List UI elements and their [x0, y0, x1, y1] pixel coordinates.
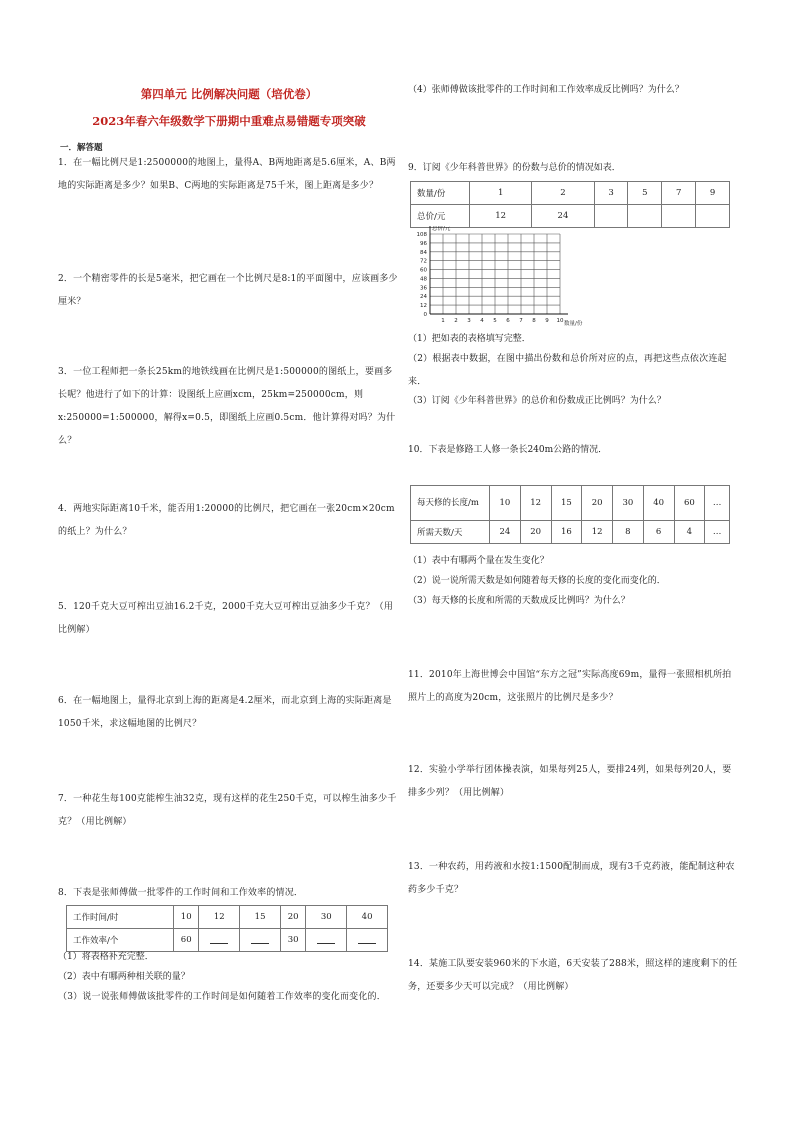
question-1: 1．在一幅比例尺是1:2500000的地图上，量得A、B两地距离是5.6厘米，A、B两地的实际距离是多少？如果B、C两地的实际距离是75千米，图上距离是多少？ [58, 158, 396, 191]
question-9-part-2: （2）根据表中数据，在图中描出份数和总价所对应的点，再把这些点依次连起来． [408, 354, 727, 387]
y-tick-label: 24 [420, 294, 427, 301]
x-tick-label: 1 [441, 318, 445, 324]
table-cell: 24 [532, 205, 594, 228]
table-cell: 10 [174, 906, 199, 929]
worksheet-title: 第四单元 比例解决问题（培优卷） [140, 87, 318, 101]
table-cell: 3 [594, 182, 628, 205]
table-cell: 7 [662, 182, 696, 205]
table-q9 [410, 181, 730, 228]
table-header-cell: 每天修的长度/m [411, 486, 490, 521]
table-cell: 6 [643, 521, 674, 544]
worksheet-subtitle: 2023年春六年级数学下册期中重难点易错题专项突破 [92, 114, 366, 128]
answer-blank[interactable] [240, 929, 281, 952]
table-header-cell: 总价/元 [411, 205, 470, 228]
table-cell: 4 [674, 521, 705, 544]
table-header-cell: 所需天数/天 [411, 521, 490, 544]
table-cell: 12 [520, 486, 551, 521]
answer-cell[interactable] [696, 205, 730, 228]
table-cell: 12 [199, 906, 240, 929]
question-8: 8．下表是张师傅做一批零件的工作时间和工作效率的情况． [58, 888, 304, 898]
table-cell: 5 [628, 182, 662, 205]
x-tick-label: 4 [480, 318, 484, 324]
answer-blank[interactable] [199, 929, 240, 952]
y-tick-label: 0 [423, 312, 427, 318]
answer-cell[interactable] [662, 205, 696, 228]
question-7: 7．一种花生每100克能榨生油32克，现有这样的花生250千克，可以榨生油多少千克？（用比例解） [58, 794, 397, 827]
question-12: 12．实验小学举行团体操表演，如果每列25人，要排24列，如果每列20人，要排多少列？（用比例解） [408, 765, 732, 798]
y-tick-label: 72 [420, 258, 427, 265]
table-row [411, 182, 730, 205]
answer-blank[interactable] [306, 929, 347, 952]
table-cell: 2 [532, 182, 594, 205]
table-row [411, 205, 730, 228]
question-10: 10．下表是修路工人修一条长240m公路的情况． [408, 445, 608, 455]
y-tick-label: 60 [420, 267, 427, 274]
y-tick-label: 36 [420, 285, 427, 292]
y-tick-label: 48 [420, 276, 427, 283]
question-5: 5．120千克大豆可榨出豆油16.2千克，2000千克大豆可榨出豆油多少千克？（用比例解） [58, 602, 394, 635]
table-cell: 12 [470, 205, 532, 228]
question-10-part-1: （1）表中有哪两个量在发生变化？ [408, 556, 549, 566]
table-cell: 15 [240, 906, 281, 929]
question-9-part-1: （1）把如表的表格填写完整． [408, 334, 531, 344]
table-cell: 10 [490, 486, 521, 521]
question-8-part-1: （1）将表格补充完整． [58, 952, 154, 962]
table-cell: 20 [280, 906, 305, 929]
question-6: 6．在一幅地图上，量得北京到上海的距离是4.2厘米，而北京到上海的实际距离是1050千米，求这幅地图的比例尺？ [58, 696, 392, 729]
x-tick-label: 5 [493, 318, 497, 324]
table-cell: 30 [306, 906, 347, 929]
question-13: 13．一种农药，用药液和水按1:1500配制而成，现有3千克药液，能配制这种农药多少千克？ [408, 862, 735, 895]
question-8-part-4: （4）张师傅做该批零件的工作时间和工作效率成反比例吗？为什么？ [408, 85, 684, 95]
price-quantity-grid-chart[interactable] [408, 226, 588, 330]
question-10-part-2: （2）说一说所需天数是如何随着每天修的长度的变化而变化的． [408, 576, 666, 586]
x-axis-label: 数量/份 [564, 321, 583, 327]
table-header-cell: 工作时间/时 [67, 906, 174, 929]
x-tick-label: 9 [545, 318, 549, 324]
question-14: 14．某施工队要安装960米的下水道，6天安装了288米，照这样的速度剩下的任务，还要多少天可以完成？（用比例解） [408, 959, 738, 992]
table-cell: 8 [613, 521, 644, 544]
answer-cell[interactable] [628, 205, 662, 228]
question-9: 9．订阅《少年科普世界》的份数与总价的情况如表． [408, 163, 621, 173]
table-cell: 40 [347, 906, 388, 929]
answer-cell[interactable] [594, 205, 628, 228]
table-cell: 60 [674, 486, 705, 521]
table-cell: 24 [490, 521, 521, 544]
table-header-cell: 工作效率/个 [67, 929, 174, 952]
table-cell: … [705, 486, 730, 521]
table-cell: 60 [174, 929, 199, 952]
x-tick-label: 6 [506, 318, 510, 324]
y-axis-label: 总价/元 [432, 226, 451, 232]
question-10-part-3: （3）每天修的长度和所需的天数成反比例吗？为什么？ [408, 596, 630, 606]
table-cell: 9 [696, 182, 730, 205]
answer-blank[interactable] [347, 929, 388, 952]
table-cell: … [705, 521, 730, 544]
table-cell: 1 [470, 182, 532, 205]
y-tick-label: 84 [420, 249, 427, 256]
table-cell: 12 [582, 521, 613, 544]
table-cell: 30 [613, 486, 644, 521]
table-q10 [410, 485, 730, 544]
table-row [67, 906, 388, 929]
question-3: 3．一位工程师把一条长25km的地铁线画在比例尺是1:500000的图纸上，要画多长呢？他进行了如下的计算：设图纸上应画xcm，25km=250000cm，则x:250000=1:500000，解得x=0.5，即图纸上应画0.5cm．他计算得对吗？为什么？ [58, 367, 396, 446]
x-tick-label: 2 [454, 318, 458, 324]
question-11: 11．2010年上海世博会中国馆“东方之冠”实际高度69m，量得一张照相机所拍照片上的高度为20cm，这张照片的比例尺是多少？ [408, 670, 732, 703]
table-cell: 16 [551, 521, 582, 544]
table-cell: 20 [582, 486, 613, 521]
table-cell: 15 [551, 486, 582, 521]
question-4: 4．两地实际距离10千米，能否用1:20000的比例尺，把它画在一张20cm×20cm的纸上？为什么？ [58, 504, 395, 537]
y-tick-label: 96 [420, 240, 427, 247]
table-cell: 20 [520, 521, 551, 544]
x-tick-label: 3 [467, 318, 471, 324]
table-row [411, 521, 730, 544]
question-9-part-3: （3）订阅《少年科普世界》的总价和份数成正比例吗？为什么？ [408, 396, 666, 406]
table-cell: 40 [643, 486, 674, 521]
section-heading: 一．解答题 [60, 143, 103, 153]
table-row [411, 486, 730, 521]
x-tick-label: 8 [532, 318, 536, 324]
question-8-part-3: （3）说一说张师傅做该批零件的工作时间是如何随着工作效率的变化而变化的． [58, 992, 386, 1002]
table-q8 [66, 905, 388, 952]
table-cell: 30 [280, 929, 305, 952]
y-tick-label: 12 [420, 303, 427, 310]
table-header-cell: 数量/份 [411, 182, 470, 205]
y-tick-label: 108 [416, 232, 427, 238]
question-2: 2．一个精密零件的长是5毫米，把它画在一个比例尺是8:1的平面图中，应该画多少厘米？ [58, 274, 398, 307]
question-8-part-2: （2）表中有哪两种相关联的量？ [58, 972, 190, 982]
x-tick-label: 10 [556, 318, 564, 324]
x-tick-label: 7 [519, 318, 523, 324]
